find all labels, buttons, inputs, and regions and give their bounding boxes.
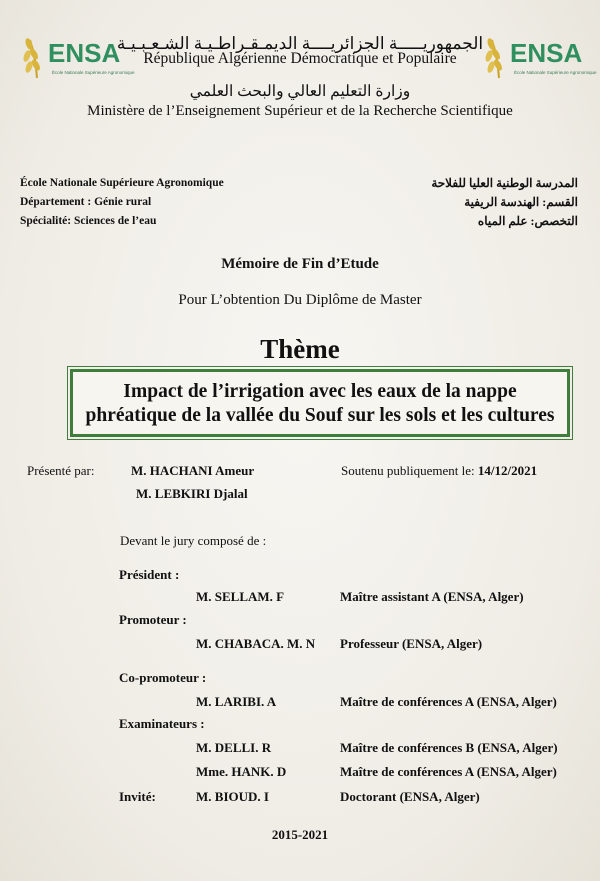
examinateur-1-name: M. DELLI. R bbox=[196, 740, 272, 755]
president-title: Maître assistant A (ENSA, Alger) bbox=[340, 589, 524, 604]
student-name-1: M. HACHANI Ameur bbox=[131, 463, 255, 478]
promoteur-name: M. CHABACA. M. N bbox=[196, 636, 316, 651]
invite-title: Doctorant (ENSA, Alger) bbox=[340, 789, 480, 804]
memoire-title: Mémoire de Fin d’Etude bbox=[221, 256, 379, 272]
president-name: M. SELLAM. F bbox=[196, 589, 285, 604]
defense-date: 14/12/2021 bbox=[477, 463, 538, 478]
jury-intro: Devant le jury composé de : bbox=[120, 533, 267, 548]
show-through-texture bbox=[60, 140, 580, 152]
theme-label: Thème bbox=[260, 334, 340, 364]
theme-title-line1: Impact de l’irrigation avec les eaux de la nappe bbox=[123, 381, 517, 402]
arabic-republic-title: الجمهوريـــــة الجزائريــــة الديمـقـراطـيـة الشـعـبـيـة bbox=[116, 34, 484, 53]
department-fr: Département : Génie rural bbox=[20, 196, 152, 208]
president-label: Président : bbox=[119, 567, 180, 582]
specialty-fr: Spécialité: Sciences de l’eau bbox=[20, 215, 157, 227]
examinateur-1-title: Maître de conférences B (ENSA, Alger) bbox=[340, 740, 558, 755]
defense-date-label bbox=[341, 463, 537, 479]
invite-name: M. BIOUD. I bbox=[196, 789, 269, 804]
french-ministry-title: Ministère de l’Enseignement Supérieur et de la Recherche Scientifique bbox=[87, 103, 513, 119]
promoteur-title: Professeur (ENSA, Alger) bbox=[340, 636, 483, 651]
student-name-2: M. LEBKIRI Djalal bbox=[136, 486, 248, 501]
defended-label: Soutenu publiquement le: bbox=[341, 463, 475, 478]
examinateurs-label: Examinateurs : bbox=[119, 716, 205, 731]
examinateur-2-title: Maître de conférences A (ENSA, Alger) bbox=[340, 764, 557, 779]
presented-by-label: Présenté par: bbox=[27, 463, 95, 478]
logo-subtext: École Nationale Supérieure Agronomique bbox=[52, 70, 135, 75]
arabic-ministry-title: وزارة التعليم العالي والبحث العلمي bbox=[189, 83, 411, 100]
copromoteur-name: M. LARIBI. A bbox=[196, 694, 277, 709]
french-republic-title: République Algérienne Démocratique et Populaire bbox=[143, 50, 457, 67]
copromoteur-label: Co-promoteur : bbox=[119, 670, 207, 685]
examinateur-2-name: Mme. HANK. D bbox=[196, 764, 287, 779]
theme-title-line2: phréatique de la vallée du Souf sur les sols et les cultures bbox=[85, 405, 555, 426]
copromoteur-title: Maître de conférences A (ENSA, Alger) bbox=[340, 694, 557, 709]
department-ar: القسم: الهندسة الريفية bbox=[464, 195, 578, 209]
academic-years: 2015-2021 bbox=[271, 827, 329, 842]
logo-subtext: École Nationale Supérieure Agronomique bbox=[514, 70, 597, 75]
specialty-ar: التخصص: علم المياه bbox=[477, 214, 578, 228]
logo-wordmark: ENSA bbox=[48, 38, 121, 68]
school-name-fr: École Nationale Supérieure Agronomique bbox=[20, 177, 224, 189]
theme-title bbox=[73, 380, 567, 428]
school-name-ar: المدرسة الوطنية العليا للفلاحة bbox=[431, 176, 578, 190]
logo-wordmark: ENSA bbox=[510, 38, 583, 68]
promoteur-label: Promoteur : bbox=[119, 612, 187, 627]
theme-frame bbox=[70, 369, 570, 437]
invite-label: Invité: bbox=[119, 789, 156, 804]
memoire-subtitle: Pour L’obtention Du Diplôme de Master bbox=[178, 292, 422, 308]
